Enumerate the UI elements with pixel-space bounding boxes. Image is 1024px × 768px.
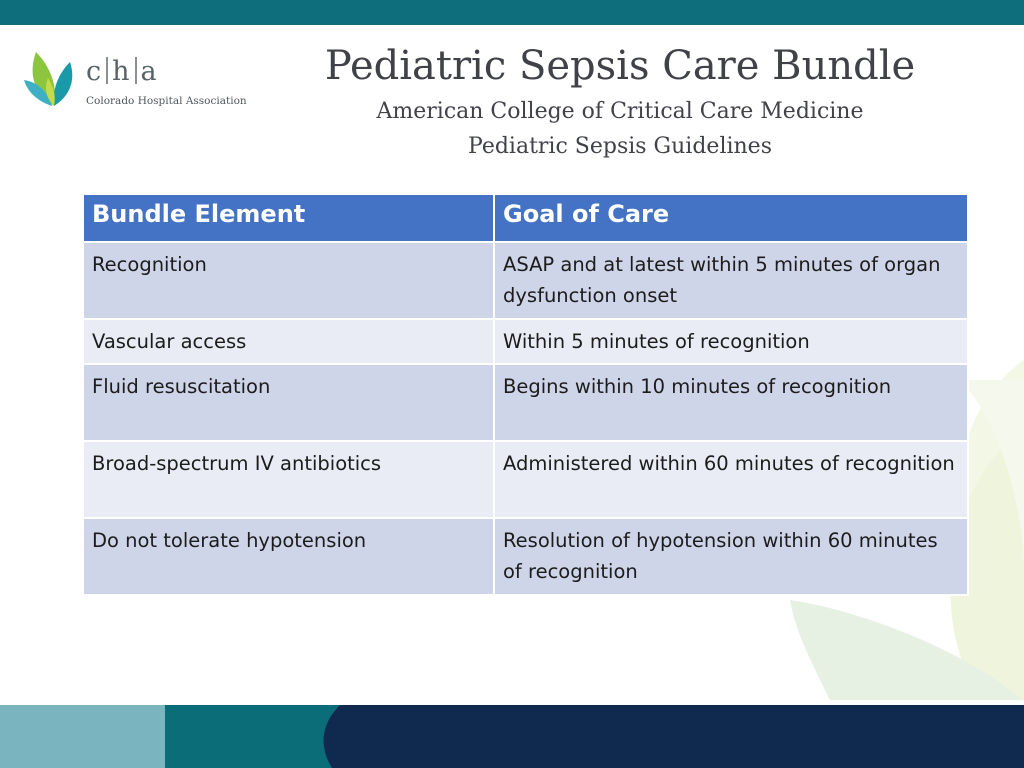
- bundle-element-cell: Recognition: [83, 242, 494, 319]
- subtitle-line-2: Pediatric Sepsis Guidelines: [468, 134, 772, 159]
- table-row: [83, 441, 968, 518]
- table-row: [83, 319, 968, 364]
- table-row: [83, 242, 968, 319]
- bundle-element-cell: Vascular access: [83, 319, 494, 364]
- subtitle-line-1: American College of Critical Care Medicine: [376, 99, 864, 124]
- bundle-element-cell: Do not tolerate hypotension: [83, 518, 494, 595]
- table-row: [83, 364, 968, 441]
- column-header-bundle-element: Bundle Element: [83, 194, 494, 242]
- logo-wordmark: c h a: [86, 56, 158, 87]
- bundle-element-cell: Broad-spectrum IV antibiotics: [83, 441, 494, 518]
- title-block: [320, 40, 920, 162]
- leaf-logo-icon: [24, 44, 80, 110]
- bundle-table: [82, 193, 969, 596]
- table-header-row: [83, 194, 968, 242]
- goal-of-care-cell: Resolution of hypotension within 60 minutes of recognition: [494, 518, 968, 595]
- goal-of-care-cell: Administered within 60 minutes of recognition: [494, 441, 968, 518]
- logo-tagline: Colorado Hospital Association: [86, 95, 247, 107]
- table-row: [83, 518, 968, 595]
- page-title: Pediatric Sepsis Care Bundle: [324, 43, 916, 89]
- bottom-color-band: [0, 705, 1024, 768]
- cha-logo: [24, 44, 247, 114]
- goal-of-care-cell: Begins within 10 minutes of recognition: [494, 364, 968, 441]
- goal-of-care-cell: Within 5 minutes of recognition: [494, 319, 968, 364]
- goal-of-care-cell: ASAP and at latest within 5 minutes of organ dysfunction onset: [494, 242, 968, 319]
- bundle-element-cell: Fluid resuscitation: [83, 364, 494, 441]
- column-header-goal-of-care: Goal of Care: [494, 194, 968, 242]
